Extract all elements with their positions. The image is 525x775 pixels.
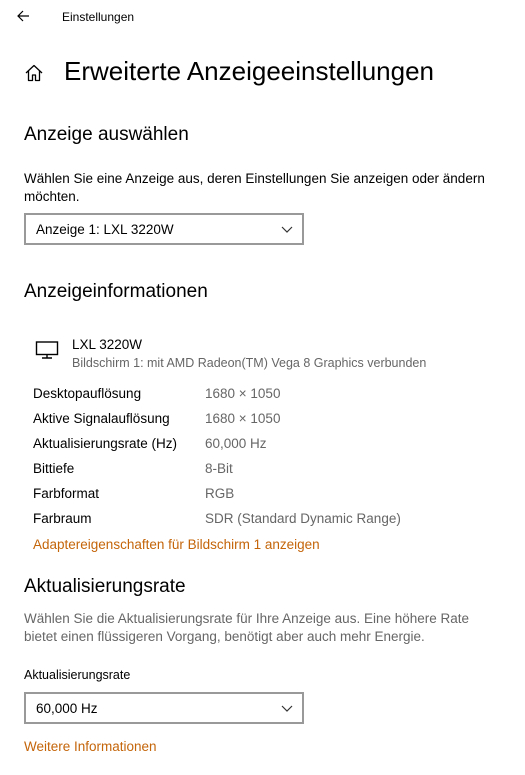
info-label-desktop-resolution: Desktopauflösung	[33, 386, 142, 401]
refresh-rate-heading: Aktualisierungsrate	[24, 576, 186, 597]
info-label-color-format: Farbformat	[33, 486, 100, 501]
app-title: Einstellungen	[62, 10, 135, 24]
info-label-signal-resolution: Aktive Signalauflösung	[33, 411, 170, 426]
select-display-heading: Anzeige auswählen	[24, 124, 189, 145]
monitor-icon	[35, 340, 59, 360]
chevron-down-icon	[281, 224, 293, 234]
monitor-name: LXL 3220W	[72, 337, 143, 352]
adapter-properties-link[interactable]: Adaptereigenschaften für Bildschirm 1 anzeigen	[33, 537, 320, 552]
info-label-bit-depth: Bittiefe	[33, 461, 75, 476]
info-value-signal-resolution: 1680 × 1050	[205, 411, 281, 426]
chevron-down-icon	[281, 703, 293, 713]
info-value-color-space: SDR (Standard Dynamic Range)	[205, 511, 401, 526]
refresh-rate-select[interactable]	[24, 692, 304, 724]
display-info-heading: Anzeigeinformationen	[24, 281, 208, 302]
back-arrow-icon	[12, 6, 36, 26]
info-value-refresh-rate: 60,000 Hz	[205, 436, 267, 451]
refresh-rate-description: Wählen Sie die Aktualisierungsrate für Ihre Anzeige aus. Eine höhere Rate bietet einen flüssigeren Vorgang, benötigt aber auch mehr Energie.	[24, 611, 470, 644]
back-button[interactable]	[12, 6, 36, 26]
monitor-subtitle: Bildschirm 1: mit AMD Radeon(TM) Vega 8 Graphics verbunden	[72, 356, 427, 370]
home-icon	[24, 63, 44, 83]
info-value-bit-depth: 8-Bit	[205, 461, 233, 476]
page-title: Erweiterte Anzeigeeinstellungen	[64, 56, 435, 86]
info-label-color-space: Farbraum	[33, 511, 92, 526]
refresh-rate-field-label: Aktualisierungsrate	[24, 668, 131, 682]
refresh-rate-select-value: 60,000 Hz	[36, 701, 98, 716]
display-select[interactable]	[24, 213, 304, 245]
info-value-color-format: RGB	[205, 486, 235, 501]
info-label-refresh-rate: Aktualisierungsrate (Hz)	[33, 436, 178, 451]
info-value-desktop-resolution: 1680 × 1050	[205, 386, 281, 401]
title-bar	[0, 0, 525, 34]
select-display-description: Wählen Sie eine Anzeige aus, deren Einstellungen Sie anzeigen oder ändern möchten.	[24, 171, 485, 204]
more-info-link[interactable]: Weitere Informationen	[24, 739, 157, 754]
display-select-value: Anzeige 1: LXL 3220W	[36, 222, 174, 237]
